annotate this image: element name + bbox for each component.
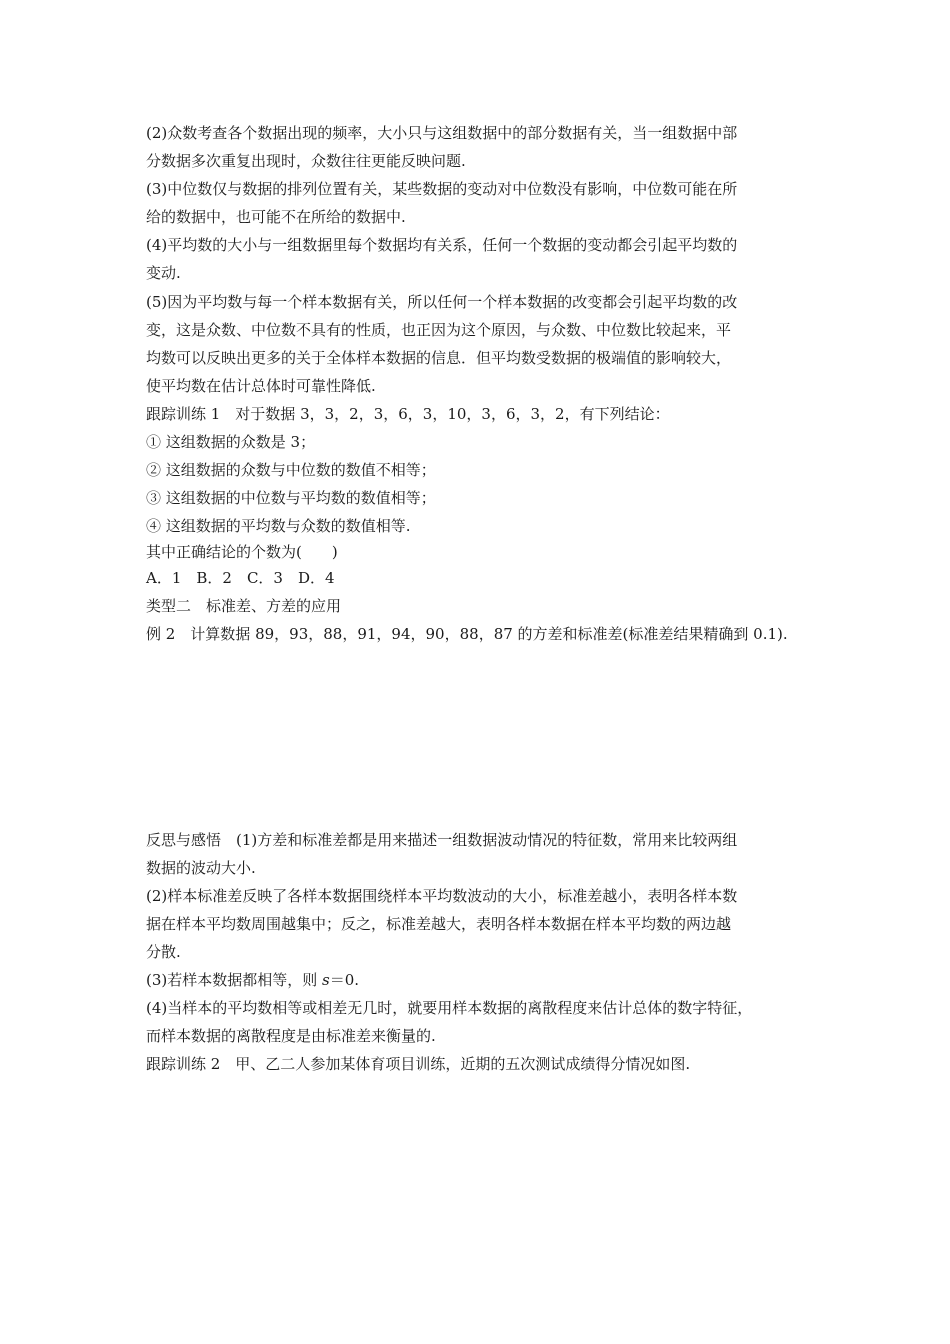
exercise-1-title: 跟踪训练 1 对于数据 3，3，2，3，6，3，10，3，6，3，2，有下列结论： — [146, 405, 670, 423]
paragraph-5-line-3: 均数可以反映出更多的关于全体样本数据的信息．但平均数受数据的极端值的影响较大， — [146, 349, 732, 367]
reflection-3-suffix: ＝0. — [329, 971, 360, 989]
reflection-4-line-1: (4)当样本的平均数相等或相差无几时，就要用样本数据的离散程度来估计总体的数字特征， — [146, 999, 753, 1017]
variable-s: s — [322, 971, 330, 989]
reflection-2-line-2: 据在样本平均数周围越集中；反之，标准差越大，表明各样本数据在样本平均数的两边越 — [146, 915, 732, 933]
exercise-1-item-1: ① 这组数据的众数是 3； — [146, 433, 316, 451]
exercise-1-item-3: ③ 这组数据的中位数与平均数的数值相等； — [146, 489, 436, 507]
paragraph-2-line-2: 分数据多次重复出现时，众数往往更能反映问题. — [146, 152, 466, 170]
exercise-1-item-4: ④ 这组数据的平均数与众数的数值相等. — [146, 517, 411, 535]
paragraph-3-line-1: (3)中位数仅与数据的排列位置有关，某些数据的变动对中位数没有影响，中位数可能在所 — [146, 180, 738, 198]
paragraph-5-line-1: (5)因为平均数与每一个样本数据有关，所以任何一个样本数据的改变都会引起平均数的改 — [146, 293, 738, 311]
paragraph-3-line-2: 给的数据中，也可能不在所给的数据中. — [146, 208, 406, 226]
paragraph-4-line-1: (4)平均数的大小与一组数据里每个数据均有关系，任何一个数据的变动都会引起平均数的 — [146, 236, 738, 254]
paragraph-5-line-4: 使平均数在估计总体时可靠性降低. — [146, 377, 376, 395]
type-2-heading: 类型二 标准差、方差的应用 — [146, 597, 342, 615]
reflection-2-line-3: 分散. — [146, 943, 181, 961]
paragraph-2-line-1: (2)众数考查各个数据出现的频率，大小只与这组数据中的部分数据有关，当一组数据中部 — [146, 124, 738, 142]
exercise-1-options: A．1 B．2 C．3 D．4 — [146, 569, 335, 587]
reflection-1-line-1: 反思与感悟 (1)方差和标准差都是用来描述一组数据波动情况的特征数，常用来比较两组 — [146, 831, 738, 849]
reflection-3-prefix: (3)若样本数据都相等，则 — [146, 971, 323, 989]
reflection-1-line-2: 数据的波动大小. — [146, 859, 256, 877]
example-2: 例 2 计算数据 89，93，88，91，94，90，88，87 的方差和标准差(标准差结果精确到 0.1). — [146, 625, 788, 643]
reflection-2-line-1: (2)样本标准差反映了各样本数据围绕样本平均数波动的大小，标准差越小，表明各样本数 — [146, 887, 738, 905]
exercise-1-item-2: ② 这组数据的众数与中位数的数值不相等； — [146, 461, 436, 479]
exercise-1-question: 其中正确结论的个数为( ) — [146, 543, 338, 561]
exercise-2-title: 跟踪训练 2 甲、乙二人参加某体育项目训练，近期的五次测试成绩得分情况如图. — [146, 1055, 691, 1073]
paragraph-4-line-2: 变动. — [146, 264, 181, 282]
reflection-4-line-2: 而样本数据的离散程度是由标准差来衡量的. — [146, 1027, 436, 1045]
paragraph-5-line-2: 变，这是众数、中位数不具有的性质，也正因为这个原因，与众数、中位数比较起来，平 — [146, 321, 732, 339]
reflection-3 — [146, 970, 359, 990]
